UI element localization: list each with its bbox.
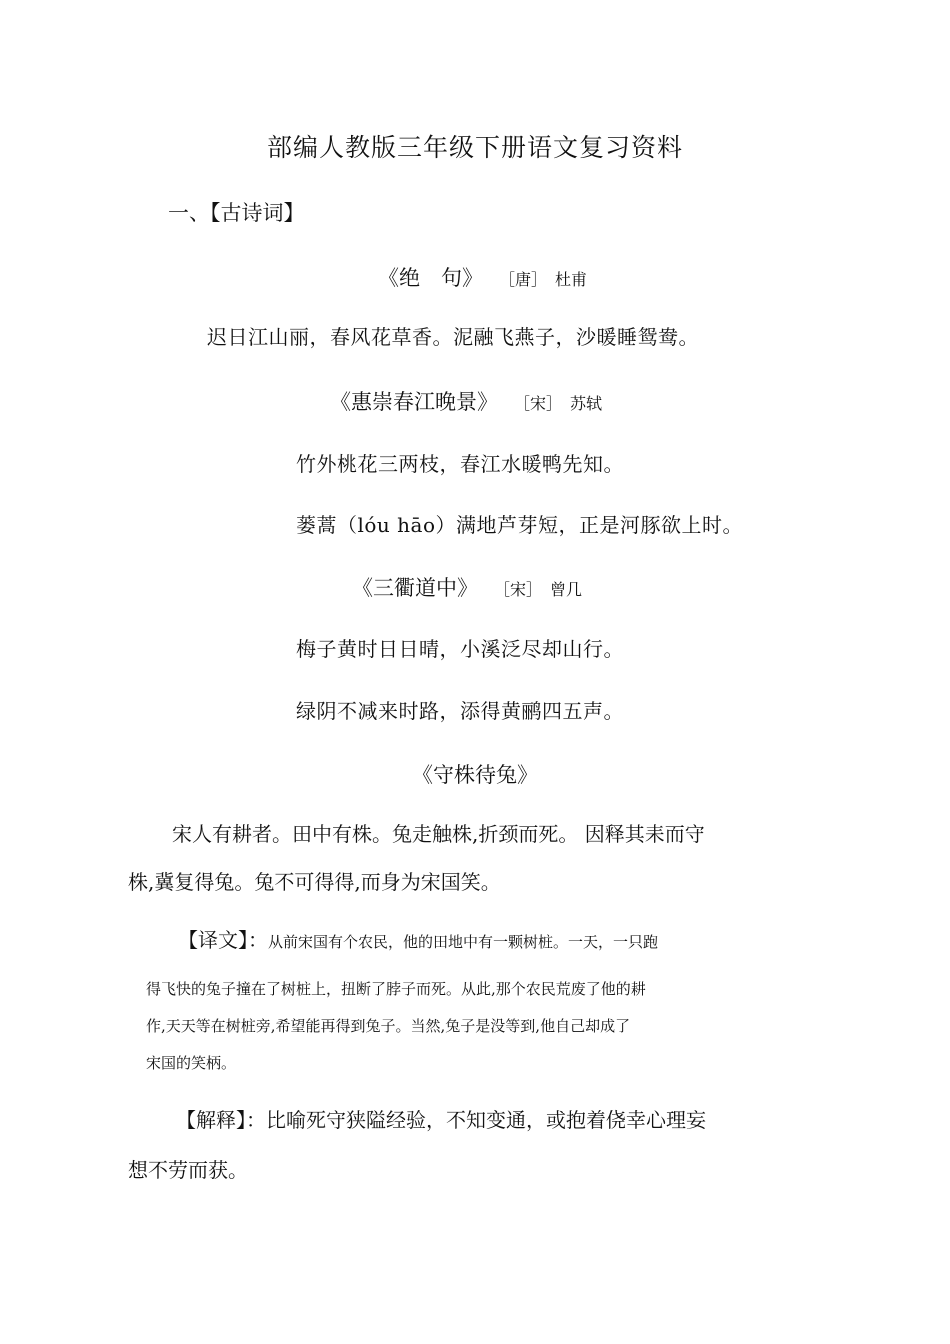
explanation-text: 比喻死守狭隘经验，不知变通，或抱着侥幸心理妄 (266, 1108, 706, 1132)
poem-author: ［宋］ 曾几 (502, 580, 583, 599)
translation-line: 从前宋国有个农民，他的田地中有一颗树桩。一天，一只跑 (268, 933, 659, 951)
poem-header (378, 262, 587, 292)
poem-title: 《惠崇春江晚景》 (330, 390, 498, 414)
page-title: 部编人教版三年级下册语文复习资料 (266, 133, 683, 162)
explanation-label: 【解释】： (176, 1108, 266, 1132)
story-text-line: 宋人有耕者。田中有株。兔走触株,折颈而死。 因释其耒而守 (172, 822, 705, 846)
poem-title: 《绝 句》 (378, 266, 483, 290)
story-title: 《守株待兔》 (412, 763, 538, 787)
poem-line: 绿阴不减来时路，添得黄鹂四五声。 (296, 699, 624, 723)
poem-author: ［宋］ 苏轼 (522, 394, 603, 413)
poem-line: 竹外桃花三两枝，春江水暖鸭先知。 (296, 452, 624, 476)
poem-title: 《三衢道中》 (352, 576, 478, 600)
translation-line: 宋国的笑柄。 (146, 1054, 237, 1072)
poem-line: 梅子黄时日日晴，小溪泛尽却山行。 (296, 637, 624, 661)
translation-first-line (178, 924, 658, 961)
poem-line: 蒌蒿（lóu hāo）满地芦芽短，正是河豚欲上时。 (296, 513, 744, 537)
explanation-first-line (176, 1096, 706, 1144)
translation-label: 【译文】： (178, 928, 268, 952)
story-text-line: 株,冀复得兔。兔不可得得,而身为宋国笑。 (128, 870, 501, 894)
poem-line: 迟日江山丽，春风花草香。泥融飞燕子，沙暖睡鸳鸯。 (207, 325, 699, 349)
poem-author: ［唐］ 杜甫 (507, 270, 588, 289)
poem-header (330, 386, 602, 416)
translation-line: 作,天天等在树桩旁,希望能再得到兔子。当然,兔子是没等到,他自己却成了 (146, 1017, 631, 1035)
section-heading: 一、【古诗词】 (168, 201, 305, 225)
poem-header (352, 572, 582, 602)
translation-line: 得飞快的兔子撞在了树桩上，扭断了脖子而死。从此,那个农民荒废了他的耕 (146, 980, 646, 998)
explanation-line: 想不劳而获。 (128, 1158, 248, 1182)
